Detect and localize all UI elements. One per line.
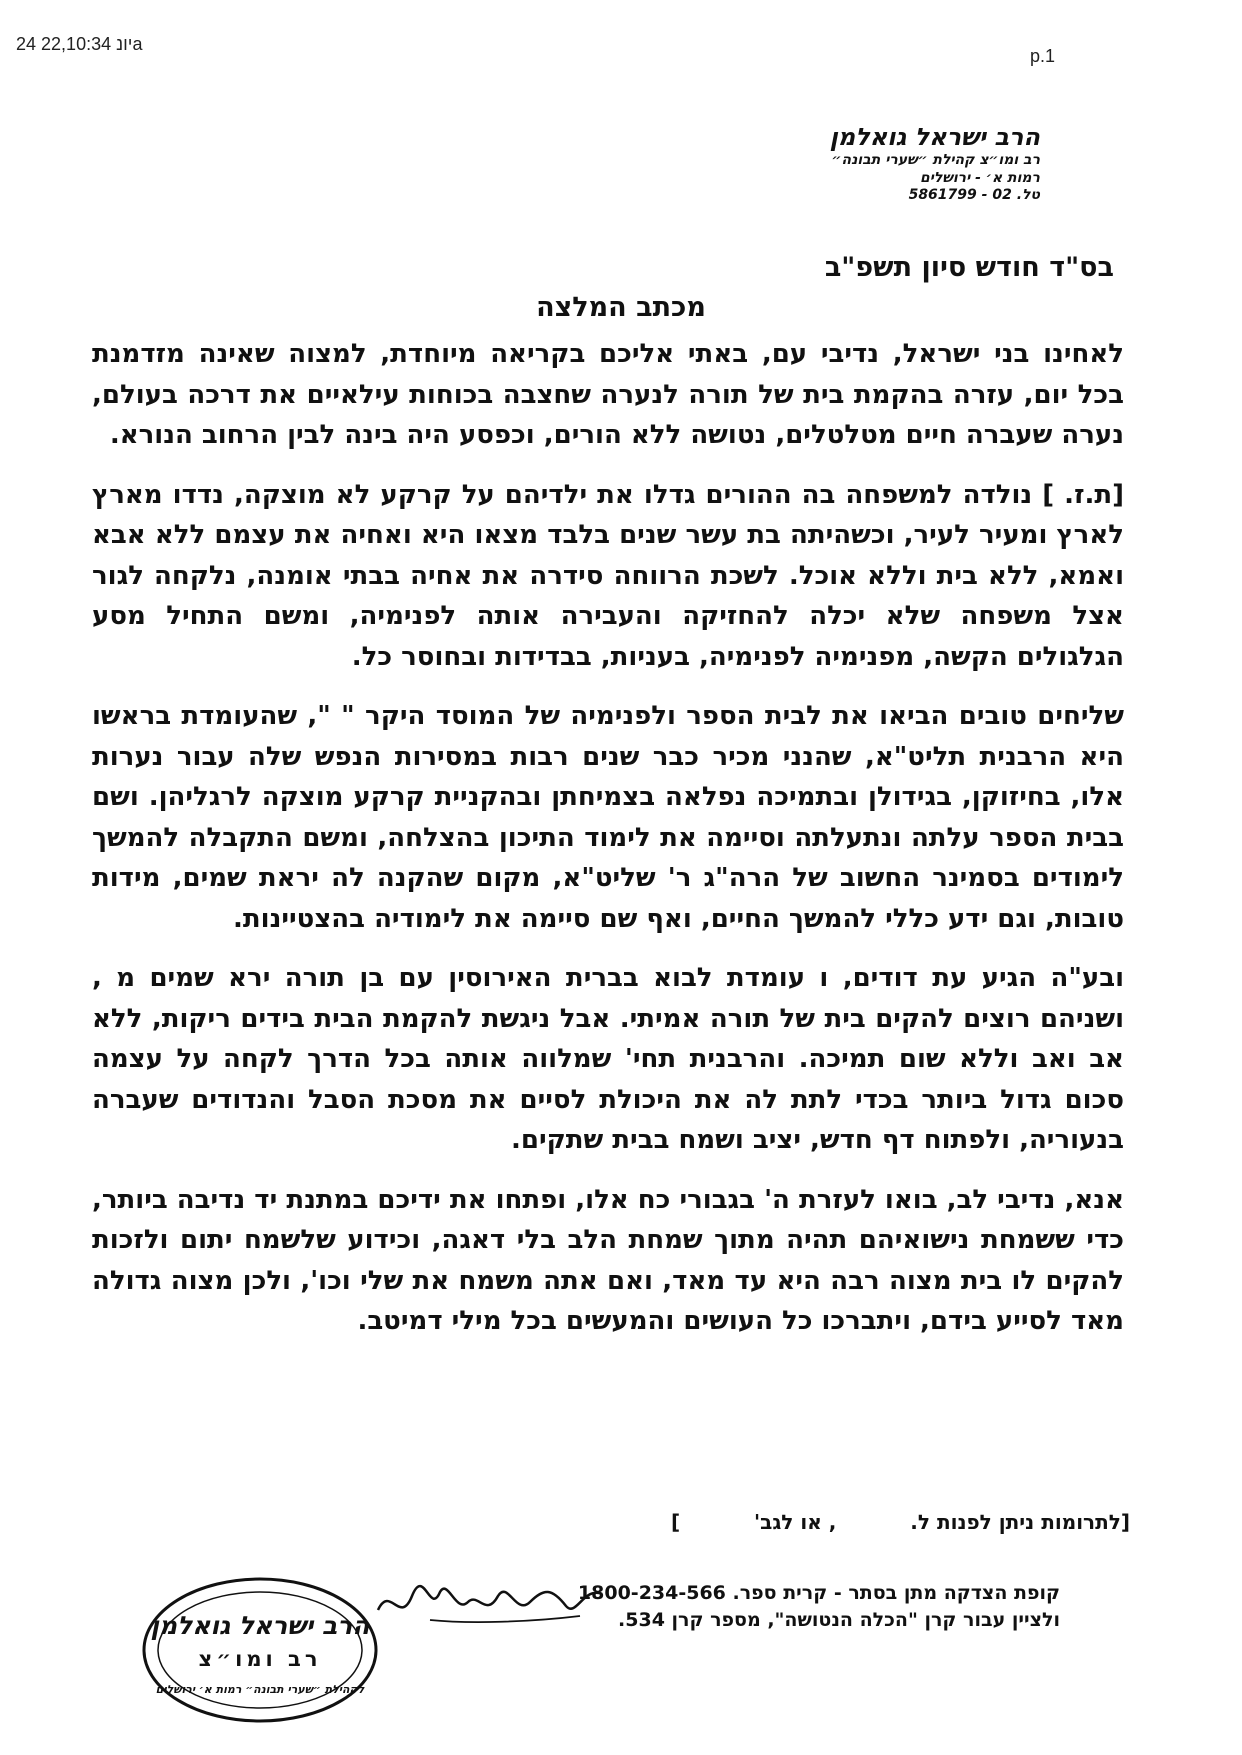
donation-suffix: ] <box>670 1510 681 1534</box>
fund-info <box>578 1580 1060 1634</box>
page-number: p.1 <box>1030 46 1056 66</box>
stamp-ring-text: לקהילת ״שערי תבונה״ רמות א׳ ירושלים <box>155 1683 365 1696</box>
fax-timestamp: 24 יונ 22,10:34a <box>16 34 143 54</box>
letterhead <box>780 122 1040 205</box>
letterhead-phone: טל. 02 - 5861799 <box>908 187 1040 203</box>
letterhead-name: הרב ישראל גואלמן <box>829 123 1040 151</box>
paragraph-3: שליחים טובים הביאו את לבית הספר ולפנימיה של המוסד היקר " ", שהעומדת בראשו היא הרבנית תליט"א, שהנני מכיר כבר שנים רבות במסירות הנפש שלה עבור נערות אלו, בחיזוקן, בגידולן ובתמיכה נפלאה בצמיחתן ובהקניית קרקע מוצקה לרגליהן. ושם בבית הספר עלתה ונתעלתה וסיימה את לימוד התיכון בהצלחה, ומשם התקבלה להמשך לימודים בסמינר החשוב של הרה"ג ר' שליט"א, מקום שהקנה לה יראת שמים, מידות טובות, וגם ידע כללי להמשך החיים, ואף שם סיימה את לימודיה בהצטיינות. <box>92 701 1124 934</box>
fund-line-1: קופת הצדקה מתן בסתר - קרית ספר. 1800-234-566 <box>577 1582 1060 1604</box>
letter-body <box>92 334 1124 1361</box>
rabbi-stamp <box>140 1575 380 1725</box>
paragraph-4: ובע"ה הגיע עת דודים, ו עומדת לבוא בברית האירוסין עם בן תורה ירא שמים מ , ושניהם רוצים להקים בית של תורה אמיתי. אבל ניגשת להקמת הבית בידים ריקות, ללא אב ואב וללא שום תמיכה. והרבנית תחי' שמלווה אותה בכל הדרך לקחה על עצמה סכום גדול ביותר בכדי לתת לה את היכולת לסיים את מסכת הסבל והנדודים שעברה בנעוריה, ולפתוח דף חדש, יציב ושמח בבית שתקים. <box>92 963 1124 1155</box>
paragraph-5: אנא, נדיבי לב, בואו לעזרת ה' בגבורי כח אלו, ופתחו את ידיכם במתנת יד נדיבה ביותר, כדי ששמחת נישואיהם תהיה מתוך שמחת הלב בלי דאגה, וכידוע שלשמח יתום ולזכות להקים לו בית מצוה רבה היא עד מאד, ואם אתה משמח את שלי וכו', ולכן מצוה גדולה מאד לסייע בידם, ויתברכו כל העושים והמעשים בכל מילי דמיטב. <box>92 1184 1124 1336</box>
paragraph-1: לאחינו בני ישראל, נדיבי עם, באתי אליכם בקריאה מיוחדת, למצוה שאינה מזדמנת בכל יום, עזרה בהקמת בית של תורה לנערה שחצבה בכוחות עילאיים את דרכה בעולם, נערה שעברה חיים מטלטלים, נטושה ללא הורים, וכפסע היה בינה לבין הרחוב הנורא. <box>92 339 1124 450</box>
donation-prefix: [לתרומות ניתן לפנות ל. <box>910 1510 1130 1534</box>
stamp-name: הרב ישראל גואלמן <box>150 1611 370 1640</box>
date-line: בס"ד חודש סיון תשפ"ב <box>824 252 1114 283</box>
handwritten-signature <box>370 1566 610 1636</box>
fund-line-2: ולציין עבור קרן "הכלה הנטושה", מספר קרן 534. <box>618 1609 1060 1631</box>
paragraph-2: [ת.ז. ] נולדה למשפחה בה ההורים גדלו את ילדיהם על קרקע לא מוצקה, נדדו מארץ לארץ ומעיר לעיר, וכשהיתה בת עשר שנים בלבד מצאו היא ואחיה את עצמם ללא אבא ואמא, ללא בית וללא אוכל. לשכת הרווחה סידרה את אחיה בבתי אומנה, נלקחה לגור אצל משפחה שלא יכלה להחזיקה והעבירה אותה לפנימיה, ומשם התחיל מסע הגלגולים הקשה, מפנימיה לפנימיה, בעניות, בבדידות ובחוסר כל. <box>92 479 1124 672</box>
letterhead-address: רמות א׳ - ירושלים <box>920 169 1040 186</box>
donation-contact-line <box>671 1510 1130 1534</box>
donation-middle: , או לגב' <box>754 1510 837 1534</box>
stamp-role: רב ומו״צ <box>198 1647 322 1671</box>
letter-title: מכתב המלצה <box>536 292 706 323</box>
letterhead-role: רב ומו״צ קהילת ״שערי תבונה״ <box>831 152 1040 168</box>
